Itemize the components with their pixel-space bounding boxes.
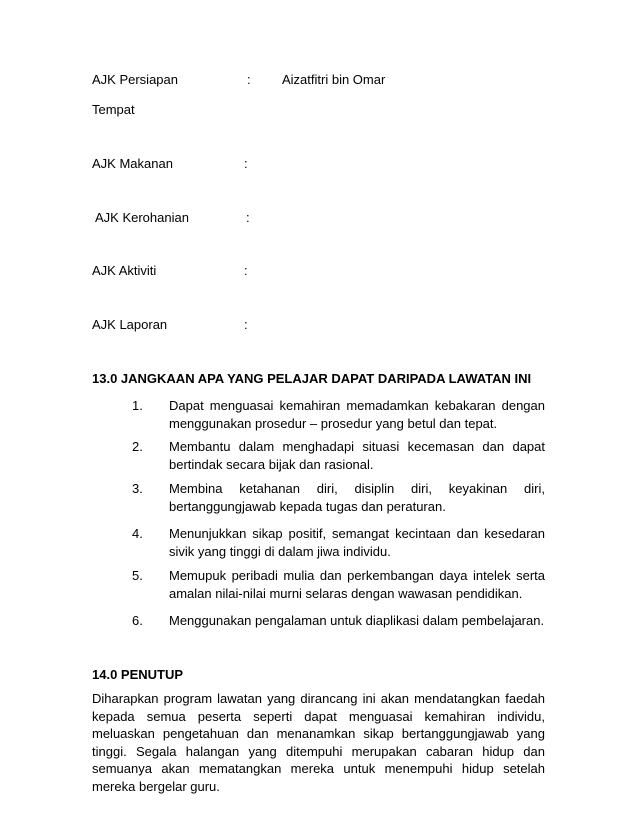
list-number: 1.	[132, 398, 143, 413]
committee-colon: :	[244, 263, 248, 278]
section-13-heading: 13.0 JANGKAAN APA YANG PELAJAR DAPAT DARIPADA LAWATAN INI	[92, 371, 532, 386]
list-item	[92, 397, 545, 433]
list-number: 4.	[132, 526, 143, 541]
list-text: Dapat menguasai kemahiran memadamkan kebakaran dengan menggunakan prosedur – prosedur yang betul dan tepat.	[169, 398, 545, 431]
list-item	[92, 525, 545, 561]
committee-row-laporan	[92, 316, 552, 334]
list-text: Menggunakan pengalaman untuk diaplikasi dalam pembelajaran.	[169, 613, 545, 628]
committee-label: AJK Aktiviti	[92, 263, 157, 278]
list-text: Membina ketahanan diri, disiplin diri, keyakinan diri, bertanggungjawab kepada tugas dan peraturan.	[169, 481, 545, 514]
committee-colon: :	[244, 317, 248, 332]
list-item	[92, 480, 545, 516]
list-text: Memupuk peribadi mulia dan perkembangan daya intelek serta amalan nilai-nilai murni selaras dengan wawasan pendidikan.	[169, 568, 545, 601]
list-text: Membantu dalam menghadapi situasi kecemasan dan dapat bertindak secara bijak dan rasional.	[169, 439, 545, 472]
committee-label: AJK Laporan	[92, 317, 168, 332]
list-item	[92, 612, 545, 630]
list-number: 6.	[132, 613, 143, 628]
committee-label: AJK Persiapan	[92, 72, 178, 87]
committee-row-tempat	[92, 101, 552, 119]
committee-colon: :	[246, 210, 250, 225]
committee-colon: :	[244, 156, 248, 171]
committee-value: Aizatfitri bin Omar	[282, 72, 386, 87]
committee-row-aktiviti	[92, 262, 552, 280]
list-item	[92, 438, 545, 474]
closing-paragraph: Diharapkan program lawatan yang dirancang ini akan mendatangkan faedah kepada semua peserta seperti dapat menguasai kemahiran individu, meluaskan pengetahuan dan menanamkan sikap bertanggungjawab yang tinggi. Segala halangan yang ditempuhi merupakan cabaran hidup dan semuanya akan mematangkan mereka untuk menempuhi hidup setelah mereka bergelar guru.	[92, 691, 545, 794]
committee-label: Tempat	[92, 102, 135, 117]
committee-row-persiapan	[92, 71, 552, 89]
list-text: Menunjukkan sikap positif, semangat kecintaan dan kesedaran sivik yang tinggi di dalam jiwa individu.	[169, 526, 545, 559]
committee-colon: :	[247, 72, 251, 87]
section-14-heading: 14.0 PENUTUP	[92, 667, 184, 682]
committee-label: AJK Makanan	[92, 156, 173, 171]
committee-label: AJK Kerohanian	[95, 210, 189, 225]
list-number: 2.	[132, 439, 143, 454]
committee-row-kerohanian	[92, 209, 552, 227]
list-number: 5.	[132, 568, 143, 583]
committee-row-makanan	[92, 155, 552, 173]
list-number: 3.	[132, 481, 143, 496]
list-item	[92, 567, 545, 603]
